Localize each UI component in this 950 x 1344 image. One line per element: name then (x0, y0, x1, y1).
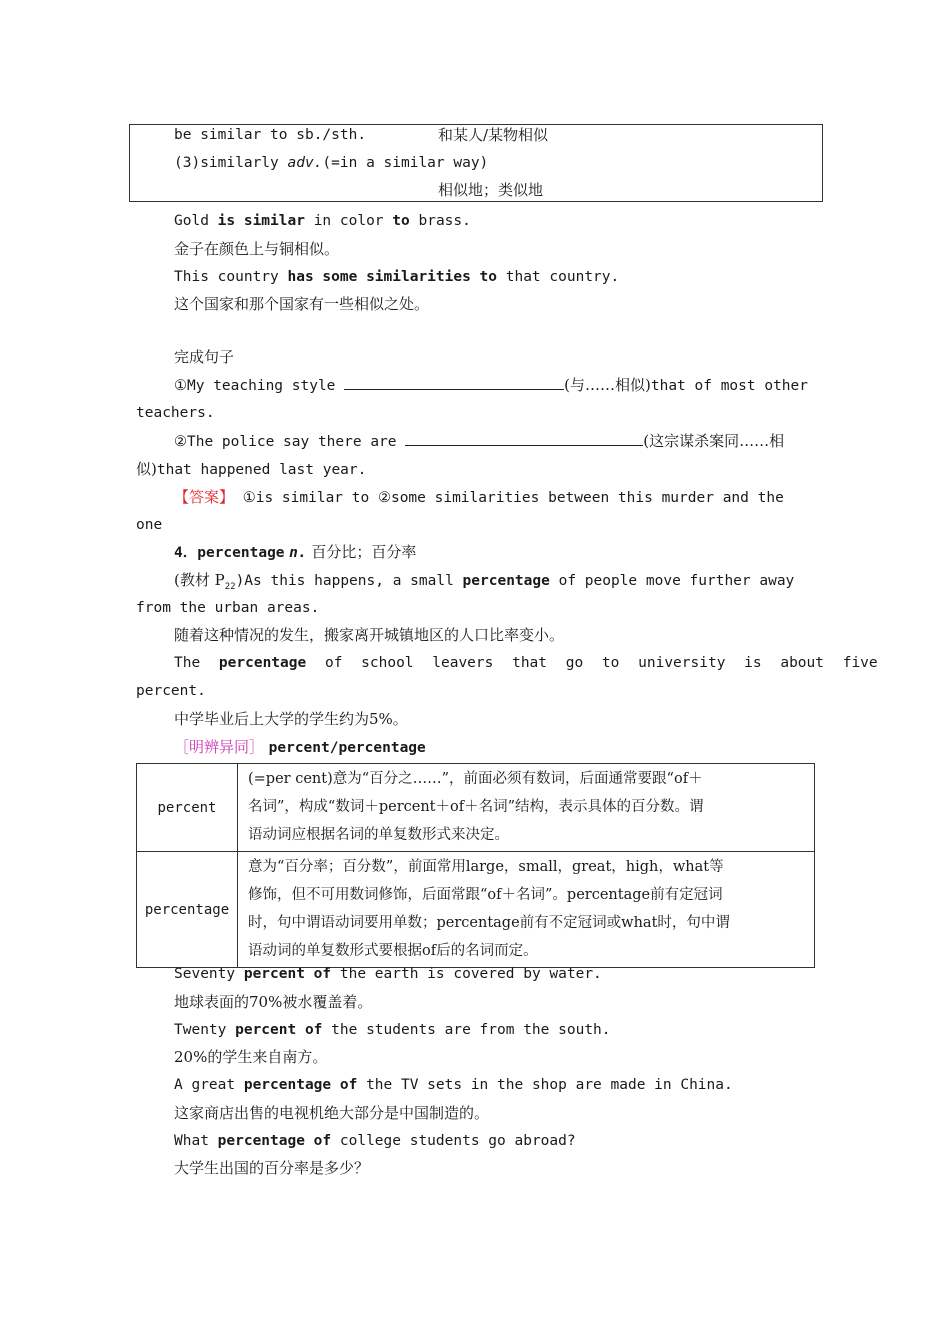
description-line: 名词”，构成“数词＋percent＋of＋名词”结构，表示具体的百分数。谓 (248, 799, 704, 815)
text-run: Twenty (174, 1022, 236, 1038)
exercise-question-1-cont: teachers. (136, 405, 215, 421)
box-line-2 (174, 149, 488, 177)
text-run: (教材 P (174, 571, 225, 589)
example-sentence (174, 1071, 733, 1099)
example-translation: 这个国家和那个国家有一些相似之处。 (174, 295, 430, 313)
bold-run: percentage of (217, 1133, 332, 1149)
bold-run: has some similarities to (287, 269, 498, 285)
example-sentence (174, 649, 878, 677)
bold-run: percentage (218, 655, 307, 671)
answer-label: 【答案】 (174, 488, 235, 506)
text-run: college students go abroad? (331, 1133, 576, 1149)
text-run: the TV sets in the shop are made in China. (357, 1077, 733, 1093)
description-line: 语动词应根据名词的单复数形式来决定。 (248, 827, 509, 843)
text-run: A great (174, 1077, 244, 1093)
text-run: brass. (409, 213, 471, 229)
text-run: in color (304, 213, 393, 229)
description-cell (238, 764, 815, 852)
hint: (与……相似) (564, 376, 651, 394)
term-cell: percent (137, 764, 238, 852)
text-run: the students are from the south. (322, 1022, 611, 1038)
text-run: This country (174, 269, 288, 285)
description-line: 语动词的单复数形式要根据of后的名词而定。 (248, 943, 538, 959)
example-translation: 大学生出国的百分率是多少？ (174, 1159, 370, 1177)
example-sentence-cont: percent. (136, 683, 206, 699)
box-pos: adv. (287, 155, 323, 171)
example-sentence (174, 960, 602, 988)
example-translation: 中学毕业后上大学的学生约为5%。 (174, 710, 408, 728)
example-translation: 地球表面的70%被水覆盖着。 (174, 993, 373, 1011)
text-run: that of most other (650, 378, 808, 394)
description-line: (=per cent)意为“百分之……”，前面必须有数词，后面通常要跟“of＋ (248, 771, 703, 787)
entry-heading (174, 538, 416, 567)
hint: (这宗谋杀案同……相 (643, 432, 785, 450)
exercise-question-1 (174, 371, 808, 400)
text-run: Gold (174, 213, 218, 229)
exercise-title: 完成句子 (174, 348, 235, 366)
example-sentence (174, 1016, 611, 1044)
description-line: 修饰，但不可用数词修饰，后面常跟“of＋名词”。percentage前有定冠词 (248, 887, 723, 903)
example-sentence (174, 1127, 576, 1155)
text-run: The (174, 655, 219, 671)
box-line-1 (174, 121, 366, 149)
table-row (137, 852, 815, 968)
text-run: ①My teaching style (174, 378, 345, 394)
table-row (137, 764, 815, 852)
bold-run: percentage of (243, 1077, 358, 1093)
description-line: 时，句中谓语动词要用单数；percentage前有不定冠词或what时，句中谓 (248, 915, 730, 931)
text-run: of people move further away (549, 573, 795, 589)
description-line: 意为“百分率；百分数”，前面常用large，small，great，high，what等 (248, 859, 724, 875)
textbook-example-cont: from the urban areas. (136, 600, 320, 616)
page-subscript: 22 (224, 581, 236, 592)
answer-line (174, 483, 784, 512)
bold-run: is similar (217, 213, 305, 229)
example-sentence (174, 263, 619, 291)
box-line-3-cn: 相似地；类似地 (438, 181, 544, 199)
example-translation: 这家商店出售的电视机绝大部分是中国制造的。 (174, 1104, 490, 1122)
text-run: ②The police say there are (174, 434, 406, 450)
example-sentence (174, 207, 471, 235)
bold-run: percent of (243, 966, 332, 982)
text-run: of school leavers that go to university is about five (306, 655, 878, 671)
answer-line-cont: one (136, 517, 163, 533)
text-run: )As this happens, a small (235, 573, 463, 589)
compare-table (136, 763, 815, 968)
box-word: (3)similarly (174, 155, 279, 171)
example-translation: 随着这种情况的发生，搬家离开城镇地区的人口比率变小。 (174, 626, 565, 644)
box-phrase: be similar to sb./sth. (174, 127, 367, 143)
example-translation: 金子在颜色上与铜相似。 (174, 240, 340, 258)
answer-blank[interactable] (344, 373, 564, 390)
box-def: (=in a similar way) (322, 155, 489, 171)
description-cell (238, 852, 815, 968)
compare-label: ［明辨异同］ (174, 738, 265, 756)
bold-run: percent of (235, 1022, 323, 1038)
entry-word: 4．percentage (174, 545, 285, 561)
text-run: What (174, 1133, 218, 1149)
entry-pos: n. (289, 545, 307, 561)
box-line-1-cn: 和某人/某物相似 (438, 126, 549, 144)
entry-meaning: 百分比；百分率 (306, 543, 417, 561)
hint: 似) (136, 460, 157, 478)
answer-text: ①is similar to ②some similarities between this murder and the (234, 490, 784, 506)
exercise-question-2-cont (136, 455, 366, 484)
text-run: that happened last year. (156, 462, 367, 478)
exercise-question-2 (174, 427, 784, 456)
compare-heading (174, 733, 426, 762)
compare-title: percent/percentage (268, 740, 426, 756)
text-run: that country. (497, 269, 620, 285)
text-run: the earth is covered by water. (331, 966, 602, 982)
text-run: Seventy (174, 966, 244, 982)
answer-blank[interactable] (405, 429, 643, 446)
example-translation: 20%的学生来自南方。 (174, 1048, 328, 1066)
bold-run: to (392, 213, 410, 229)
bold-run: percentage (462, 573, 550, 589)
term-cell: percentage (137, 852, 238, 968)
